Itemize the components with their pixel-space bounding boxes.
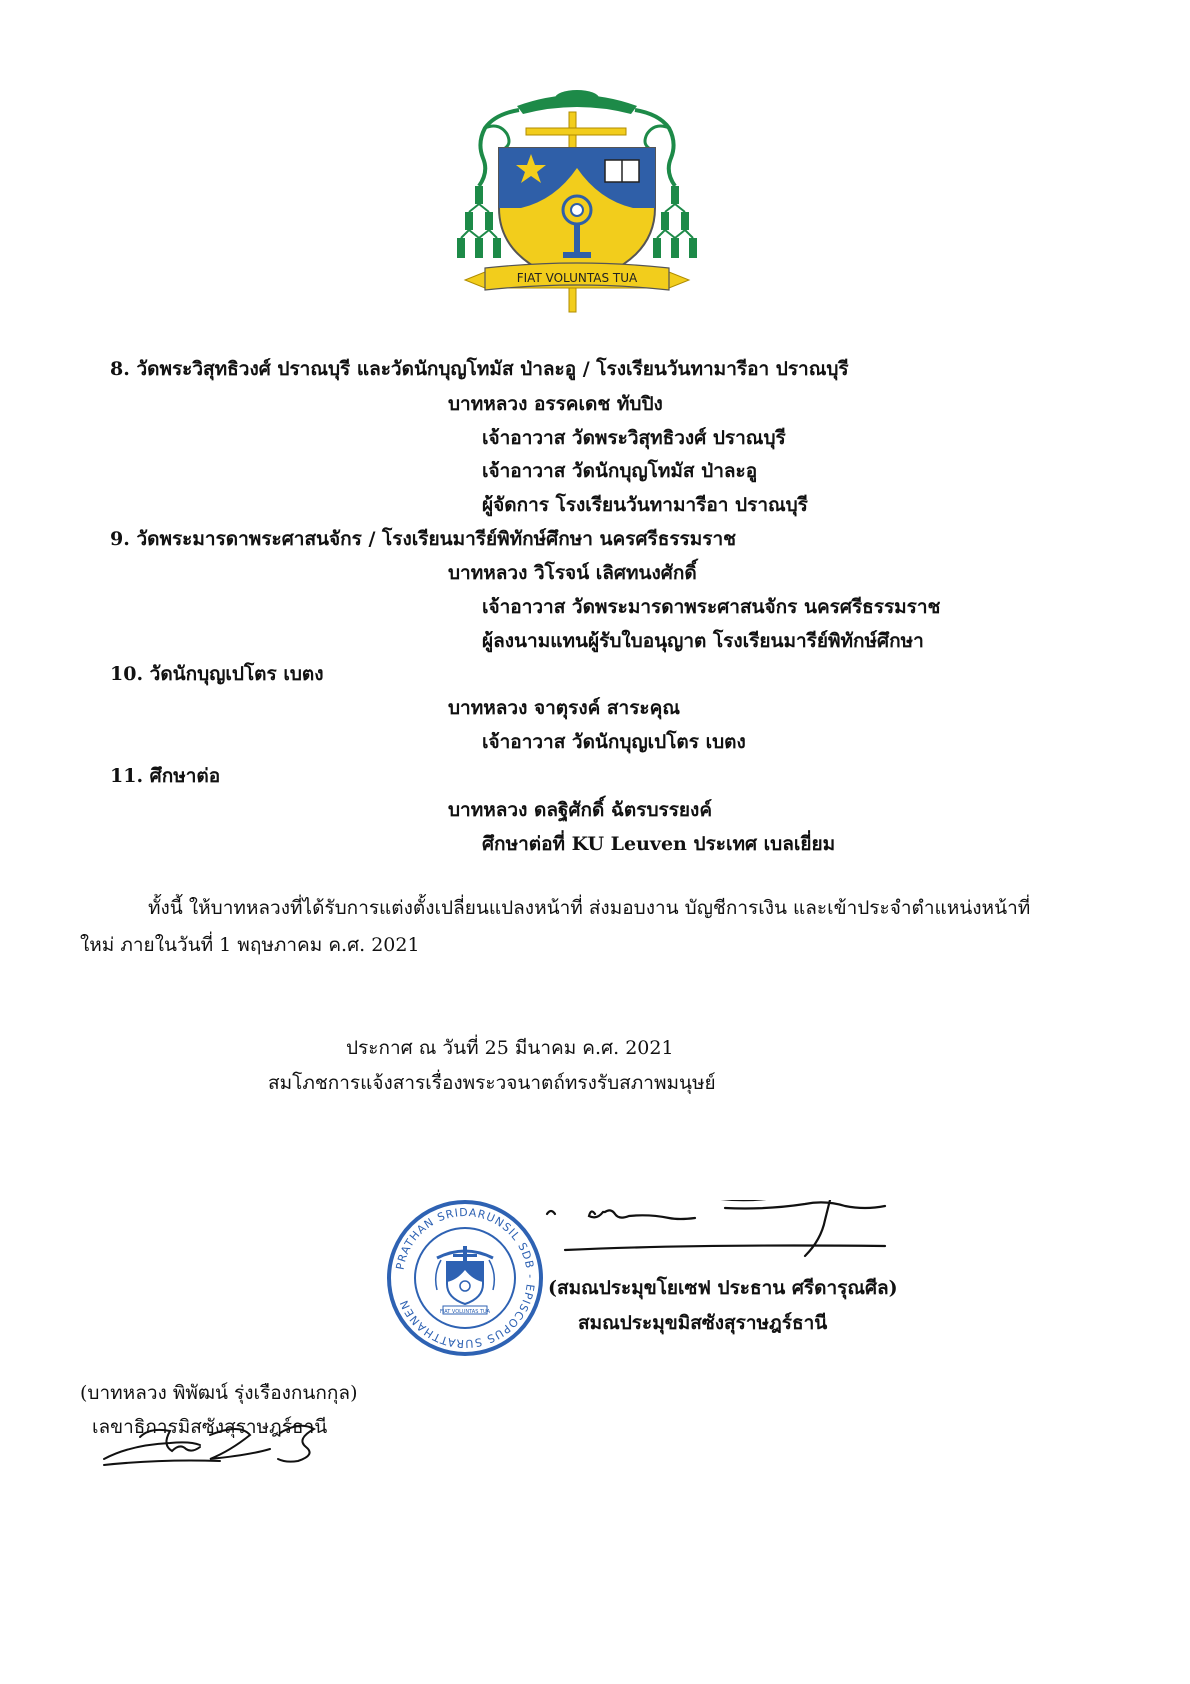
announcement-occasion: สมโภชการแจ้งสารเรื่องพระวจนาตถ์ทรงรับสภาพมนุษย์ — [268, 1072, 716, 1094]
item-8-role-2: เจ้าอาวาส วัดนักบุญโทมัส ป่าละอู — [482, 460, 758, 482]
secretary-name: (บาทหลวง พิพัฒน์ รุ่งเรืองกนกกุล) — [80, 1382, 358, 1404]
closing-line-1: ทั้งนี้ ให้บาทหลวงที่ได้รับการแต่งตั้งเปลี่ยนแปลงหน้าที่ ส่งมอบงาน บัญชีการเงิน และเข้าประจำตำแหน่งหน้าที่ — [148, 897, 1031, 919]
item-10-heading: 10. วัดนักบุญเปโตร เบตง — [110, 663, 324, 685]
secretary-title: เลขาธิการมิสซังสุราษฎร์ธานี — [92, 1416, 328, 1438]
diocese-seal-stamp — [385, 1198, 545, 1358]
item-8-priest: บาทหลวง อรรคเดช ทับปิง — [448, 393, 663, 415]
item-11-role-1: ศึกษาต่อที่ KU Leuven ประเทศ เบลเยี่ยม — [482, 833, 836, 855]
item-10-priest: บาทหลวง จาตุรงค์ สาระคุณ — [448, 697, 680, 719]
item-8-heading: 8. วัดพระวิสุทธิวงศ์ ปราณบุรี และวัดนักบุญโทมัส ป่าละอู / โรงเรียนวันทามารีอา ปราณบุรี — [110, 358, 849, 380]
item-10-role-1: เจ้าอาวาส วัดนักบุญเปโตร เบตง — [482, 731, 746, 753]
svg-text:FIAT VOLUNTAS TUA: FIAT VOLUNTAS TUA — [439, 1309, 491, 1315]
bishop-title: สมณประมุขมิสซังสุราษฎร์ธานี — [578, 1312, 828, 1334]
svg-text:FIAT VOLUNTAS TUA: FIAT VOLUNTAS TUA — [516, 271, 638, 285]
item-8-role-1: เจ้าอาวาส วัดพระวิสุทธิวงศ์ ปราณบุรี — [482, 427, 786, 449]
item-11-heading: 11. ศึกษาต่อ — [110, 765, 221, 787]
item-9-role-1: เจ้าอาวาส วัดพระมารดาพระศาสนจักร นครศรีธรรมราช — [482, 596, 941, 618]
item-9-role-2: ผู้ลงนามแทนผู้รับใบอนุญาต โรงเรียนมารีย์พิทักษ์ศึกษา — [482, 630, 924, 652]
svg-text:PRATHAN SRIDARUNSIL SDB - EPIS: PRATHAN SRIDARUNSIL SDB - EPISCOPUS SURATTHANEN — [393, 1205, 538, 1351]
coat-of-arms-logo — [455, 88, 700, 338]
item-8-role-3: ผู้จัดการ โรงเรียนวันทามารีอา ปราณบุรี — [482, 494, 808, 516]
announcement-date: ประกาศ ณ วันที่ 25 มีนาคม ค.ศ. 2021 — [346, 1037, 674, 1059]
bishop-name: (สมณประมุขโยเซฟ ประธาน ศรีดารุณศีล) — [548, 1277, 898, 1299]
item-11-priest: บาทหลวง ดลฐิศักดิ์ ฉัตรบรรยงค์ — [448, 799, 713, 821]
item-9-priest: บาทหลวง วิโรจน์ เลิศทนงศักดิ์ — [448, 562, 697, 584]
closing-line-2: ใหม่ ภายในวันที่ 1 พฤษภาคม ค.ศ. 2021 — [80, 934, 420, 956]
item-9-heading: 9. วัดพระมารดาพระศาสนจักร / โรงเรียนมารีย์พิทักษ์ศึกษา นครศรีธรรมราช — [110, 528, 737, 550]
